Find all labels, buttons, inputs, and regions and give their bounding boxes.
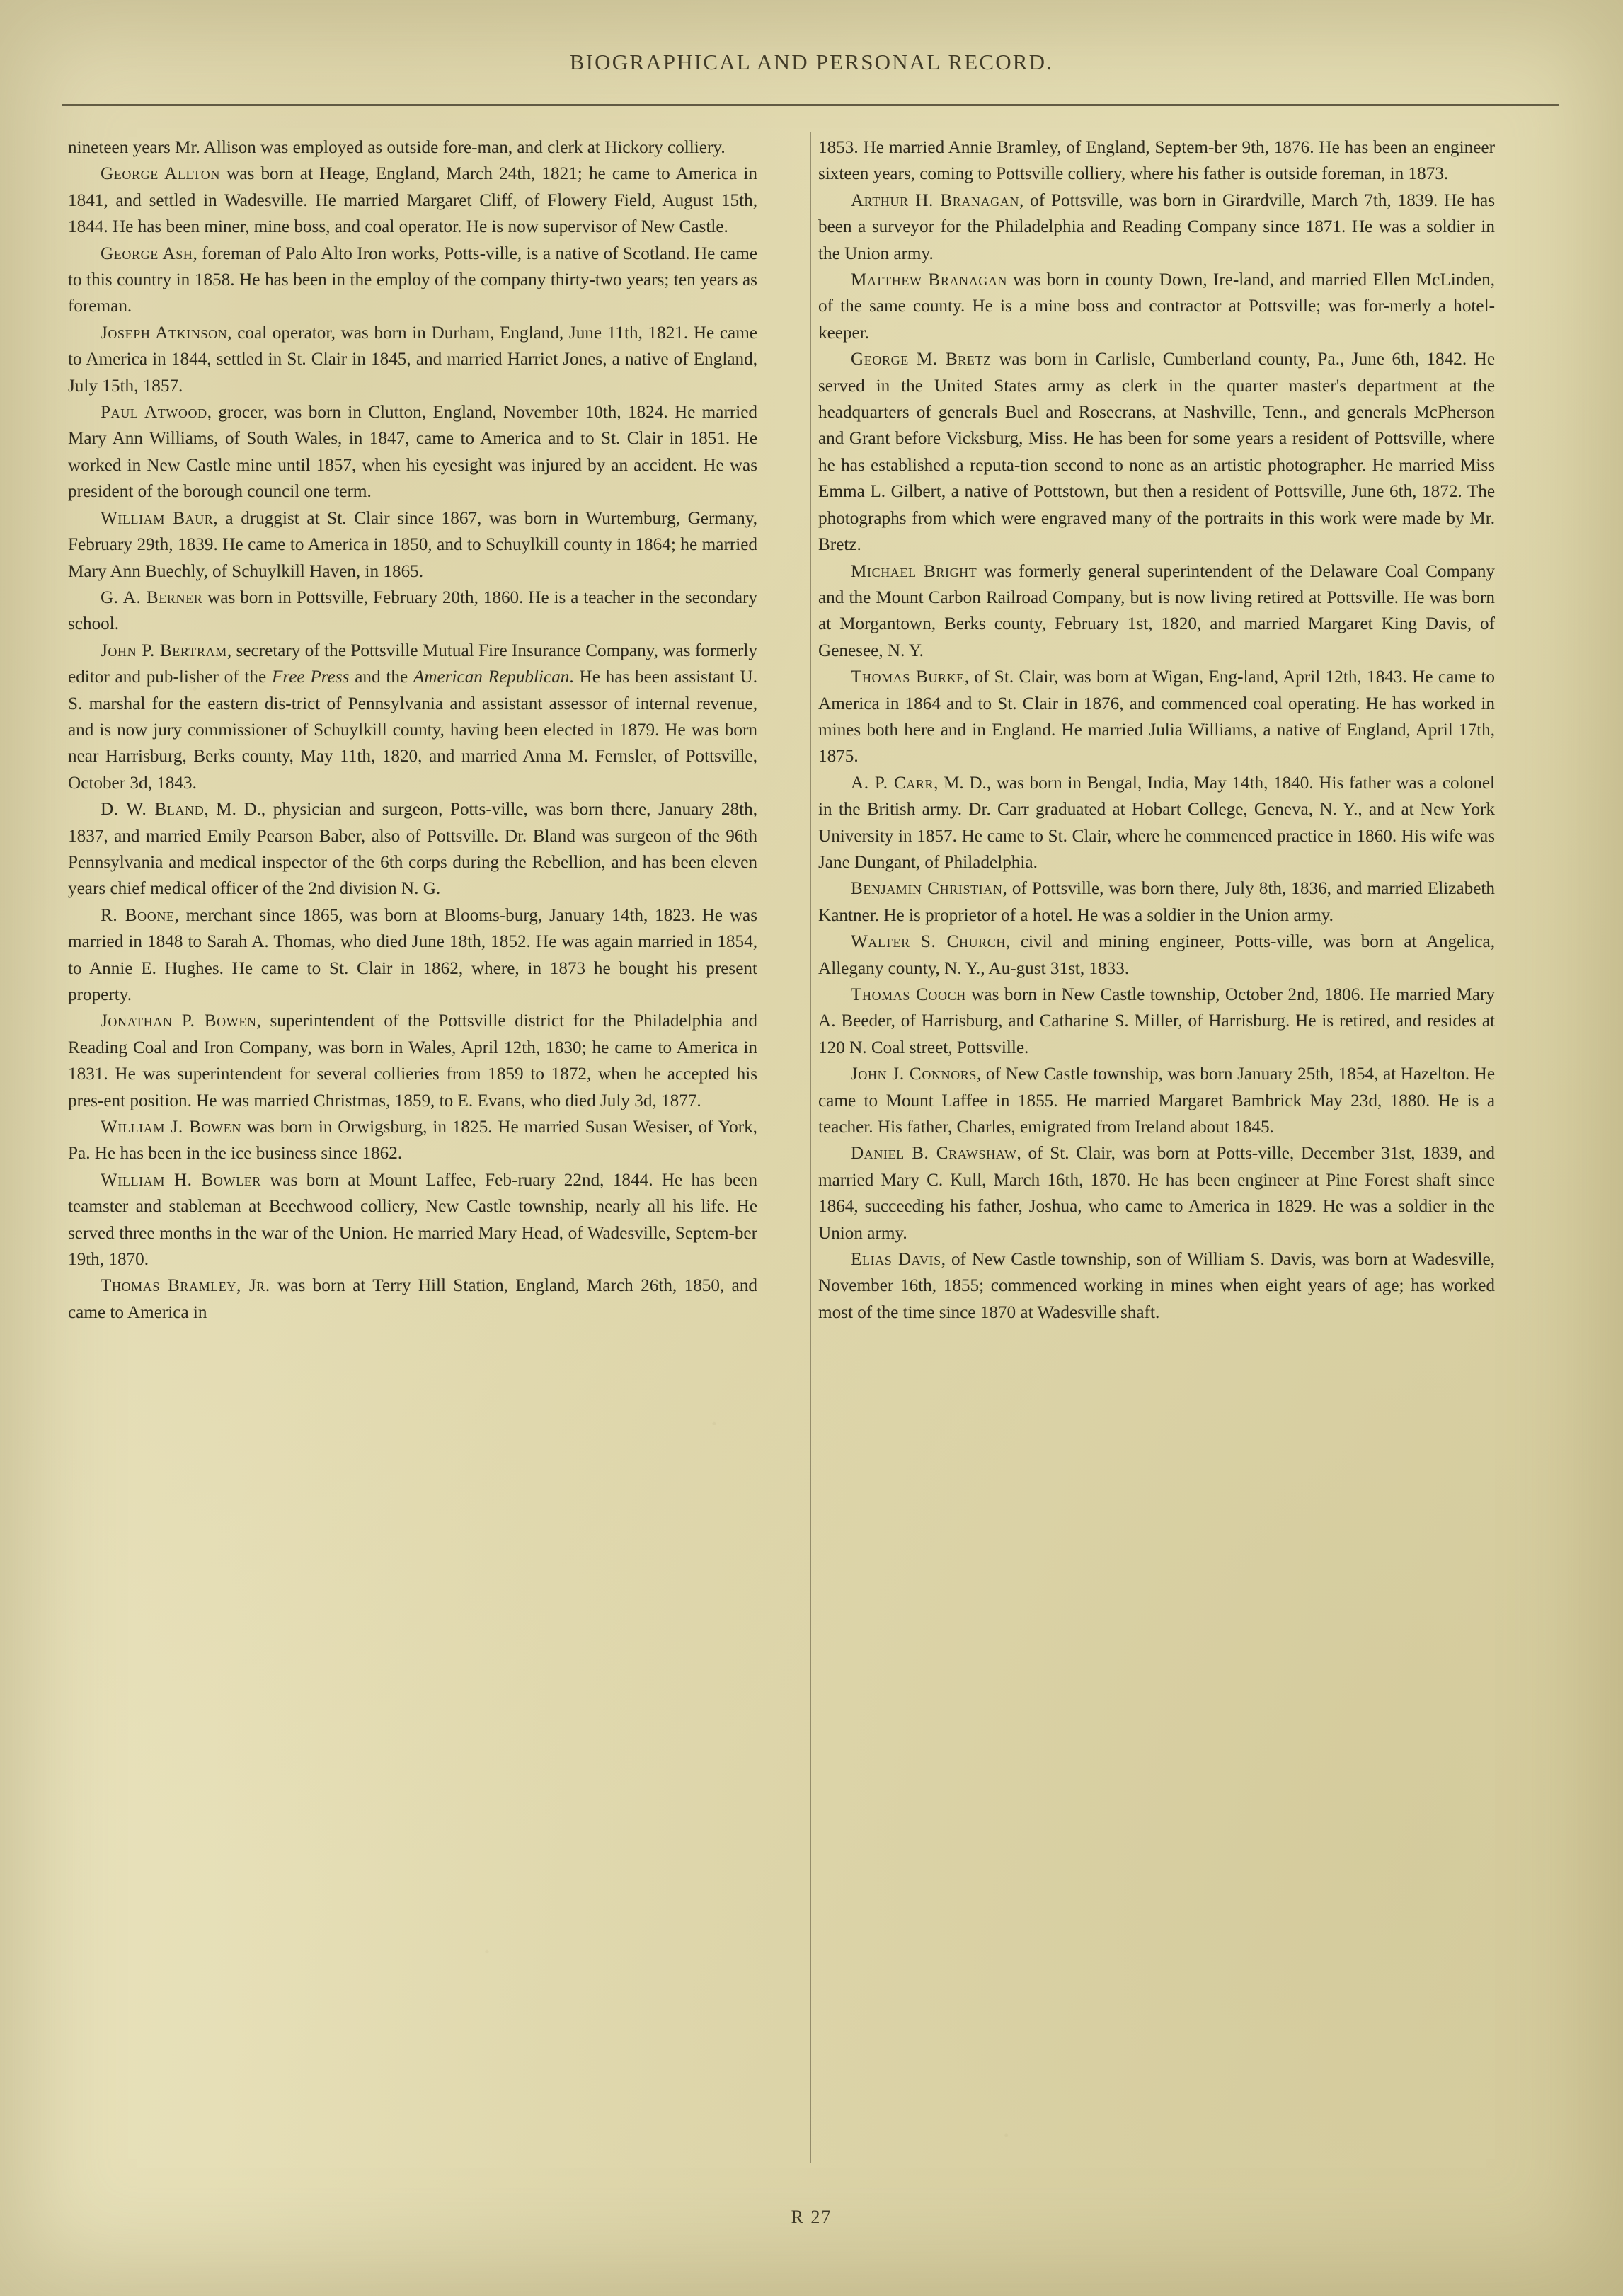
biography-entry	[68, 1167, 757, 1273]
entry-subject-name: R. Boone	[101, 905, 175, 925]
entry-body-text: , of St. Clair, was born at Wigan, Eng-land, April 12th, 1843. He came to America in 1864 and to St. Clair in 1876, and commenced coal operating. He has worked in mines both here and in England. He married Julia Williams, a native of England, April 17th, 1875.	[818, 667, 1495, 767]
entry-body-text: was born at Terry Hill Station, England, March 26th, 1850, and came to America in	[68, 1276, 758, 1322]
entry-body-text: was born in Pottsville, February 20th, 1860. He is a teacher in the secondary school.	[68, 587, 757, 634]
entry-body-text: , M. D., was born in Bengal, India, May 14th, 1840. His father was a colonel in the British army. Dr. Carr graduated at Hobart College, Geneva, N. Y., and at New York University in 1857. He came to St. Clair, where he commenced practice in 1860. His wife was Jane Dungant, of Philadelphia.	[818, 773, 1496, 872]
entry-body-text: , grocer, was born in Clutton, England, November 10th, 1824. He married Mary Ann Williams, of South Wales, in 1847, came to America and to St. Clair in 1851. He worked in New Castle mine until 1857, when his eyesight was injured by an accident. He was president of the borough council one term.	[68, 403, 758, 502]
biography-entry	[818, 558, 1495, 665]
entry-subject-name: George Allton	[101, 164, 220, 184]
entry-body-text: , of New Castle township, son of William S. Davis, was born at Wadesville, November 16th, 1855; commenced working in mines when eight years of age; has worked most of the time since 1870 at Wadesville shaft.	[818, 1250, 1495, 1322]
biography-entry	[818, 876, 1495, 929]
biography-entry	[68, 585, 757, 638]
entry-subject-name: George Ash	[101, 243, 193, 263]
entry-subject-name: William H. Bowler	[101, 1170, 261, 1190]
biography-entry	[68, 1273, 757, 1326]
entry-subject-name: Thomas Bramley, Jr.	[101, 1276, 270, 1296]
entry-subject-name: Michael Bright	[851, 561, 977, 581]
entry-subject-name: Benjamin Christian	[851, 879, 1003, 899]
running-head: BIOGRAPHICAL AND PERSONAL RECORD.	[569, 50, 1054, 74]
biography-entry	[818, 188, 1495, 267]
entry-body-text: was born at Heage, England, March 24th, 1821; he came to America in 1841, and settled in Wadesville. He married Margaret Cliff, of Flowery Field, August 15th, 1844. He has been miner, mine boss, and coal operator. He is now supervisor of New Castle.	[68, 164, 757, 237]
entry-body-text: , of Pottsville, was born there, July 8th, 1836, and married Elizabeth Kantner. He is proprietor of a hotel. He was a soldier in the Union army.	[818, 879, 1495, 925]
biography-entry	[68, 796, 757, 902]
entry-body-text: nineteen years Mr. Allison was employed as outside fore-man, and clerk at Hickory colliery.	[68, 138, 726, 157]
entry-subject-name: Thomas Cooch	[851, 985, 966, 1004]
biography-entry	[818, 664, 1495, 770]
header-rule	[62, 104, 1559, 106]
entry-body-text: , of New Castle township, was born January 25th, 1854, at Hazelton. He came to Mount Laffee in 1855. He married Margaret Bambrick May 23d, 1880. He is a teacher. His father, Charles, emigrated from Ireland about 1845.	[818, 1064, 1495, 1137]
entry-subject-name: John P. Bertram	[101, 641, 227, 660]
italic-title: Free Press	[271, 667, 350, 687]
biography-entry	[68, 505, 757, 585]
column-left	[68, 134, 781, 2173]
entry-subject-name: Elias Davis	[851, 1250, 941, 1270]
biography-entry	[818, 267, 1495, 346]
entry-subject-name: Joseph Atkinson	[101, 323, 228, 343]
biography-entry	[818, 1246, 1495, 1326]
entry-subject-name: Thomas Burke	[851, 667, 965, 687]
page-folio: R 27	[791, 2207, 832, 2227]
entry-body-text: , of St. Clair, was born at Potts-ville, December 31st, 1839, and married Mary C. Kull, March 16th, 1870. He has been engineer at Pine Forest shaft since 1864, succeeding his father, Joshua, who came to America in 1829. He was a soldier in the Union army.	[818, 1144, 1496, 1243]
entry-subject-name: Matthew Branagan	[851, 270, 1008, 290]
entry-body-text: , merchant since 1865, was born at Blooms-burg, January 14th, 1823. He was married in 1848 to Sarah A. Thomas, who died June 18th, 1852. He was again married in 1854, to Annie E. Hughes. He came to St. Clair in 1862, where, in 1873 he bought his present property.	[68, 905, 757, 1004]
entry-body-text: 1853. He married Annie Bramley, of England, Septem-ber 9th, 1876. He has been an engineer sixteen years, coming to Pottsville colliery, where his father is outside foreman, in 1873.	[818, 138, 1495, 184]
entry-subject-name: Walter S. Church	[851, 932, 1006, 952]
biography-entry	[818, 346, 1495, 558]
entry-subject-name: D. W. Bland	[101, 800, 205, 820]
entry-body-text: , of Pottsville, was born in Girardville, March 7th, 1839. He has been a surveyor for the Philadelphia and Reading Company since 1871. He was a soldier in the Union army.	[818, 190, 1495, 263]
biography-entry	[68, 320, 757, 399]
biography-entry	[68, 902, 757, 1009]
biography-entry	[68, 161, 757, 240]
entry-subject-name: George M. Bretz	[851, 350, 992, 369]
entry-subject-name: Daniel B. Crawshaw	[851, 1144, 1017, 1164]
italic-title: American Republican	[413, 667, 570, 687]
entry-subject-name: Arthur H. Branagan	[851, 190, 1019, 210]
entry-body-text: , superintendent of the Pottsville district for the Philadelphia and Reading Coal and Iron Company, was born in Wales, April 12th, 1830; he came to America in 1831. He was superintendent for several collieries from 1859 to 1872, when he accepted his pres-ent position. He was married Christmas, 1859, to E. Evans, who died July 3d, 1877.	[68, 1011, 758, 1110]
biography-entry	[68, 1114, 757, 1167]
entry-subject-name: William Baur	[101, 508, 214, 528]
biography-entry	[68, 241, 757, 320]
entry-body-text: , foreman of Palo Alto Iron works, Potts-ville, is a native of Scotland. He came to this country in 1858. He has been in the employ of the company thirty-two years; ten years as foreman.	[68, 243, 757, 316]
entry-body-text: , civil and mining engineer, Potts-ville, was born at Angelica, Allegany county, N. Y., Au-gust 31st, 1833.	[818, 932, 1495, 978]
biography-entry	[818, 1061, 1495, 1140]
entry-body-text: was born in Orwigsburg, in 1825. He married Susan Wesiser, of York, Pa. He has been in the ice business since 1862.	[68, 1118, 757, 1164]
entry-body-text: was born in New Castle township, October 2nd, 1806. He married Mary A. Beeder, of Harrisburg, and Catharine S. Miller, of Harrisburg. He is retired, and resides at 120 N. Coal street, Pottsville.	[818, 985, 1495, 1057]
entry-subject-name: Jonathan P. Bowen	[101, 1011, 257, 1031]
biography-entry	[818, 770, 1495, 876]
biography-entry	[818, 929, 1495, 982]
entry-body-text: , coal operator, was born in Durham, England, June 11th, 1821. He came to America in 1844, settled in St. Clair in 1845, and married Harriet Jones, a native of England, July 15th, 1857.	[68, 323, 757, 396]
text-columns	[68, 134, 1554, 2173]
biography-entry	[68, 638, 757, 796]
biography-entry	[68, 399, 757, 505]
biography-entry	[68, 134, 757, 161]
biography-entry	[818, 1140, 1495, 1246]
entry-body-text: , M. D., physician and surgeon, Potts-ville, was born there, January 28th, 1837, and married Emily Pearson Baber, also of Pottsville. Dr. Bland was surgeon of the 96th Pennsylvania and medical inspector of the 6th corps during the Rebellion, and has been eleven years chief medical officer of the 2nd division N. G.	[68, 800, 757, 899]
biography-entry	[818, 134, 1495, 188]
entry-subject-name: Paul Atwood	[101, 403, 207, 423]
entry-subject-name: A. P. Carr	[851, 773, 934, 793]
entry-subject-name: John J. Connors	[851, 1064, 977, 1084]
biography-entry	[68, 1008, 757, 1114]
entry-body-text: was born in Carlisle, Cumberland county, Pa., June 6th, 1842. He served in the United States army as clerk in the quarter master's department at the headquarters of generals Buel and Rosecrans, at Nashville, Tenn., and generals McPherson and Grant before Vicksburg, Miss. He has been for some years a resident of Pottsville, where he has established a reputa-tion second to none as an artistic photographer. He married Miss Emma L. Gilbert, a native of Pottstown, but then a resident of Pottsville, June 6th, 1872. The photographs from which were engraved many of the portraits in this work were made by Mr. Bretz.	[818, 350, 1495, 555]
biography-entry	[818, 982, 1495, 1061]
entry-subject-name: G. A. Berner	[101, 587, 203, 607]
column-right	[781, 134, 1495, 2173]
entry-body-text: , a druggist at St. Clair since 1867, was born in Wurtemburg, Germany, February 29th, 1839. He came to America in 1850, and to Schuylkill county in 1864; he married Mary Ann Buechly, of Schuylkill Haven, in 1865.	[68, 508, 757, 581]
entry-body-text: was born at Mount Laffee, Feb-ruary 22nd, 1844. He has been teamster and stableman at Beechwood colliery, New Castle township, nearly all his life. He served three months in the war of the Union. He married Mary Head, of Wadesville, Septem-ber 19th, 1870.	[68, 1170, 757, 1270]
entry-body-text: was born in county Down, Ire-land, and married Ellen McLinden, of the same county. He is a mine boss and contractor at Pottsville; was for-merly a hotel-keeper.	[818, 270, 1495, 343]
entry-body-text: was formerly general superintendent of the Delaware Coal Company and the Mount Carbon Railroad Company, but is now living retired at Pottsville. He was born at Morgantown, Berks county, February 1st, 1820, and married Margaret King Davis, of Genesee, N. Y.	[818, 561, 1496, 660]
entry-subject-name: William J. Bowen	[101, 1118, 241, 1137]
entry-body-text: , secretary of the Pottsville Mutual Fire Insurance Company, was formerly editor and pub-lisher of the Free Press and the American Republican. He has been assistant U. S. marshal for the eastern dis-trict of Pennsylvania and assistant assessor of internal revenue, and is now jury commissioner of Schuylkill county, having been elected in 1879. He was born near Harrisburg, Berks county, May 11th, 1820, and married Anna M. Fernsler, of Pottsville, October 3d, 1843.	[68, 641, 758, 793]
